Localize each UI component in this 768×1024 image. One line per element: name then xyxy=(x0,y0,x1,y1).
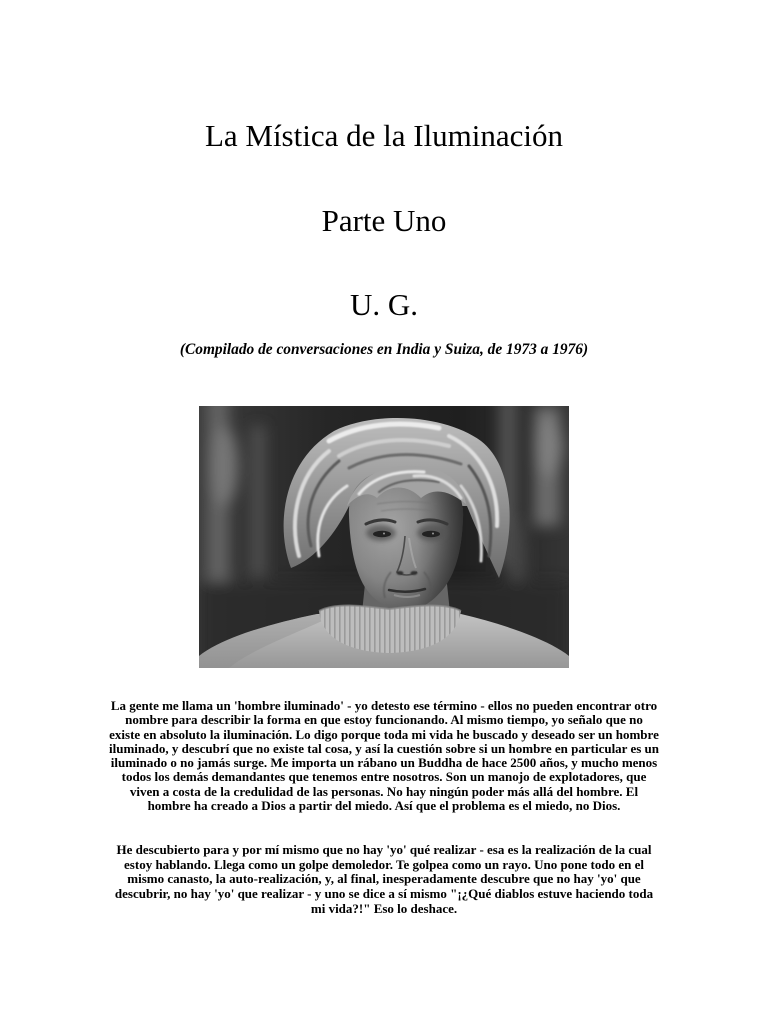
document-title: La Mística de la Iluminación xyxy=(204,118,564,153)
paragraph-line: todos los demás demandantes que tenemos entre nosotros. Son un manojo de explotadores, que xyxy=(121,769,647,785)
document-part: Parte Uno xyxy=(321,203,447,238)
author-photo xyxy=(199,406,569,668)
paragraph-line: He descubierto para y por mí mismo que no hay 'yo' qué realizar - esa es la realización de la cual xyxy=(116,842,652,857)
paragraph-2 xyxy=(0,843,768,917)
paragraph-1 xyxy=(0,699,768,813)
paragraph-line: viven a costa de la credulidad de las personas. No hay ningún poder más allá del hombre. El xyxy=(129,783,639,799)
paragraph-line: iluminado o no jamás surge. Me importa un rábano un Buddha de hace 2500 años, y mucho menos xyxy=(110,755,658,771)
document-author: U. G. xyxy=(349,287,419,322)
paragraph-line: iluminado, y descubrí que no existe tal cosa, y así la cuestión sobre si un hombre en particular es un xyxy=(108,740,660,756)
paragraph-line: La gente me llama un 'hombre iluminado' - yo detesto ese término - ellos no pueden encontrar otro xyxy=(110,698,658,713)
paragraph-line: existe en absoluto la iluminación. Lo digo porque toda mi vida he buscado y deseado ser un hombre xyxy=(109,726,659,742)
paragraph-line: estoy hablando. Llega como un golpe demoledor. Te golpea como un rayo. Uno pone todo en el xyxy=(124,856,644,872)
paragraph-line: mismo canasto, la auto-realización, y, al final, inesperadamente descubre que no hay 'yo' que xyxy=(127,871,641,887)
paragraph-line: mi vida?!" Eso lo deshace. xyxy=(310,900,458,916)
paragraph-line: nombre para describir la forma en que estoy funcionando. Al mismo tiempo, yo señalo que no xyxy=(125,712,643,728)
paragraph-line: hombre ha creado a Dios a partir del miedo. Así que el problema es el miedo, no Dios. xyxy=(147,798,621,814)
paragraph-line: descubrir, no hay 'yo' que realizar - y uno se dice a sí mismo "¡¿Qué diablos estuve haciendo toda xyxy=(114,886,654,902)
document-subtitle: (Compilado de conversaciones en India y Suiza, de 1973 a 1976) xyxy=(179,341,589,358)
